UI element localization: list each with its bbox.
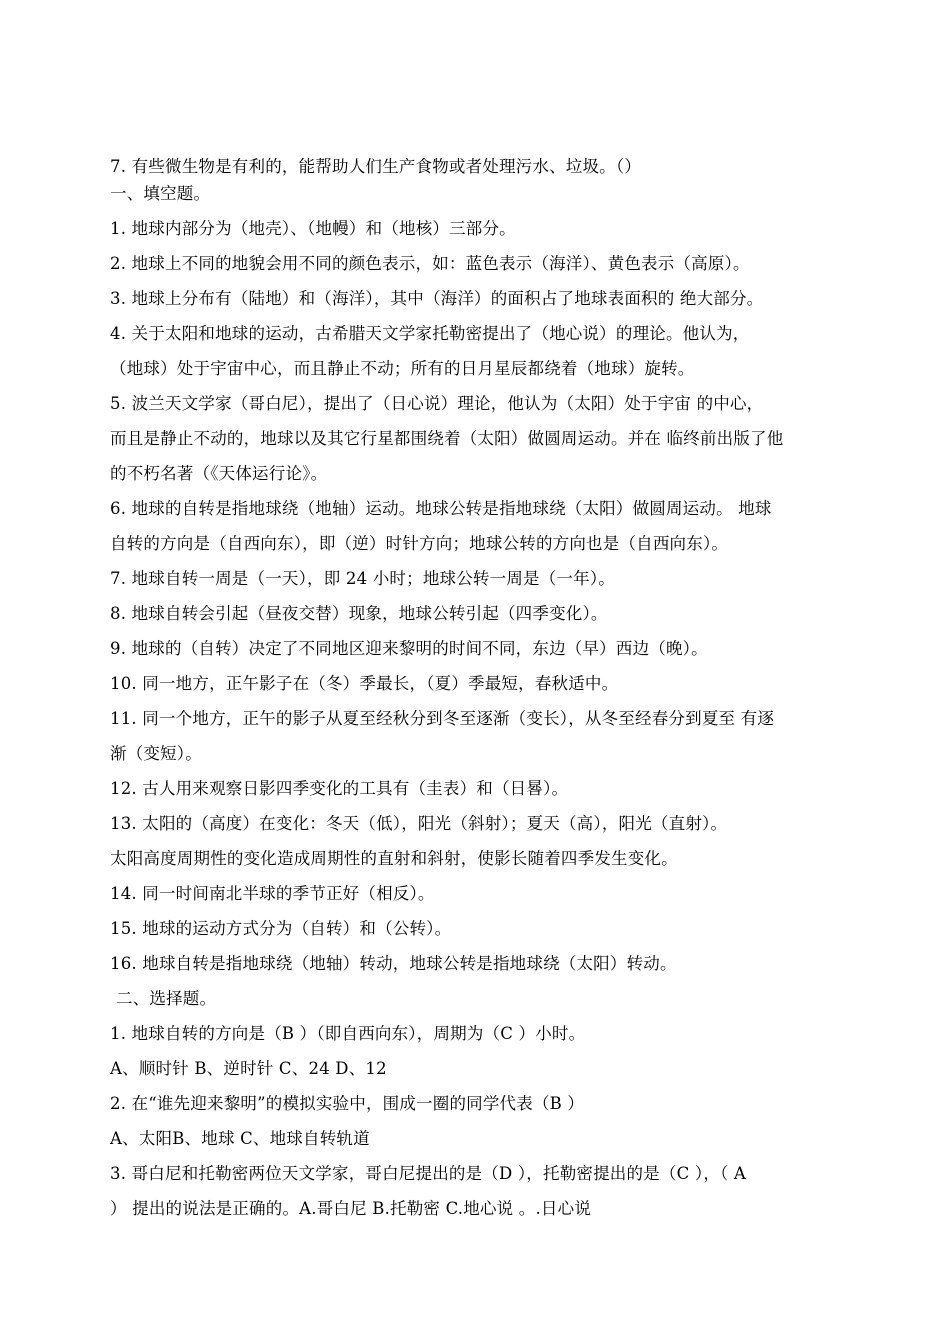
text-line: 7. 有些微生物是有利的，能帮助人们生产食物或者处理污水、垃圾。（） <box>110 157 642 176</box>
text-line: 4. 关于太阳和地球的运动，古希腊天文学家托勒密提出了（地心说）的理论。他认为， <box>110 324 750 343</box>
line-spacer <box>110 941 850 951</box>
text-line: 7. 地球自转一周是（一天），即 24 小时；地球公转一周是（一年）。 <box>110 569 615 588</box>
text-line: 太阳高度周期性的变化造成周期性的直射和斜射，使影长随着四季发生变化。 <box>110 849 678 868</box>
text-line: 3. 哥白尼和托勒密两位天文学家，哥白尼提出的是（D ），托勒密提出的是（C ），（ A <box>110 1164 747 1183</box>
text-line: 2. 地球上不同的地貌会用不同的颜色表示，如：蓝色表示（海洋）、黄色表示（高原）。 <box>110 254 750 273</box>
text-line: 8. 地球自转会引起（昼夜交替）现象，地球公转引起（四季变化）。 <box>110 604 608 623</box>
text-line: 1. 地球内部分为（地壳）、（地幔）和（地核）三部分。 <box>110 219 516 238</box>
text-line: A、顺时针 B、逆时针 C、24 D、12 <box>110 1059 387 1078</box>
text-line: 5. 波兰天文学家（哥白尼），提出了（日心说）理论，他认为（太阳）处于宇宙 的中心， <box>110 394 764 413</box>
text-line: 3. 地球上分布有（陆地）和（海洋），其中（海洋）的面积占了地球表面积的 绝大部分。 <box>110 289 764 308</box>
line-spacer <box>110 381 850 391</box>
line-spacer <box>110 311 850 321</box>
line-spacer <box>110 346 850 356</box>
document-page <box>110 154 850 1221</box>
line-spacer <box>110 591 850 601</box>
text-line: 14. 同一时间南北半球的季节正好（相反）。 <box>110 884 435 903</box>
line-spacer <box>110 626 850 636</box>
text-line: 渐（变短）。 <box>110 744 202 763</box>
text-line: 自转的方向是（自西向东），即（逆）时针方向；地球公转的方向也是（自西向东）。 <box>110 534 729 553</box>
text-line: 2. 在“谁先迎来黎明”的模拟实验中，围成一圈的同学代表（B ） <box>110 1094 585 1113</box>
line-spacer <box>110 276 850 286</box>
text-line: 13. 太阳的（高度）在变化：冬天（低），阳光（斜射）；夏天（高），阳光（直射）。 <box>110 814 728 833</box>
text-line: 二、选择题。 <box>116 989 217 1008</box>
text-line: 一、填空题。 <box>110 184 211 203</box>
line-spacer <box>110 871 850 881</box>
line-spacer <box>110 416 850 426</box>
line-spacer <box>110 1011 850 1021</box>
text-line: 9. 地球的（自转）决定了不同地区迎来黎明的时间不同，东边（早）西边（晚）。 <box>110 639 708 658</box>
line-spacer <box>110 836 850 846</box>
text-line: 12. 古人用来观察日影四季变化的工具有（圭表）和（日晷）。 <box>110 779 569 798</box>
text-line: 1. 地球自转的方向是（B ）（即自西向东），周期为（C ）小时。 <box>110 1024 586 1043</box>
text-line: A、太阳B、地球 C、地球自转轨道 <box>110 1129 370 1148</box>
text-line: 10. 同一地方，正午影子在（冬）季最长，（夏）季最短，春秋适中。 <box>110 674 619 693</box>
line-spacer <box>110 241 850 251</box>
text-line: 6. 地球的自转是指地球绕（地轴）运动。地球公转是指地球绕（太阳）做圆周运动。 地球 <box>110 499 772 518</box>
text-line: 11. 同一个地方，正午的影子从夏至经秋分到冬至逐渐（变长），从冬至经春分到夏至 有逐 <box>110 709 775 728</box>
line-spacer <box>110 696 850 706</box>
line-spacer <box>110 766 850 776</box>
line-spacer <box>110 486 850 496</box>
line-spacer <box>110 976 850 986</box>
text-line: 16. 地球自转是指地球绕（地轴）转动，地球公转是指地球绕（太阳）转动。 <box>110 954 677 973</box>
line-spacer <box>110 451 850 461</box>
line-spacer <box>110 661 850 671</box>
line-spacer <box>110 556 850 566</box>
line-spacer <box>110 801 850 811</box>
text-line: 15. 地球的运动方式分为（自转）和（公转）。 <box>110 919 452 938</box>
line-spacer <box>110 1081 850 1091</box>
text-line: （地球）处于宇宙中心，而且静止不动；所有的日月星辰都绕着（地球）旋转。 <box>110 359 695 378</box>
text-line: ） 提出的说法是正确的。A.哥白尼 B.托勒密 C.地心说 。.日心说 <box>110 1199 592 1218</box>
line-spacer <box>110 906 850 916</box>
line-spacer <box>110 1116 850 1126</box>
line-spacer <box>110 1046 850 1056</box>
text-line: 而且是静止不动的，地球以及其它行星都围绕着（太阳）做圆周运动。并在 临终前出版了他 <box>110 429 784 448</box>
line-spacer <box>110 1151 850 1161</box>
line-spacer <box>110 206 850 216</box>
line-spacer <box>110 521 850 531</box>
text-line: 的不朽名著（《天体运行论》。 <box>110 464 328 483</box>
line-spacer <box>110 1186 850 1196</box>
line-spacer <box>110 731 850 741</box>
